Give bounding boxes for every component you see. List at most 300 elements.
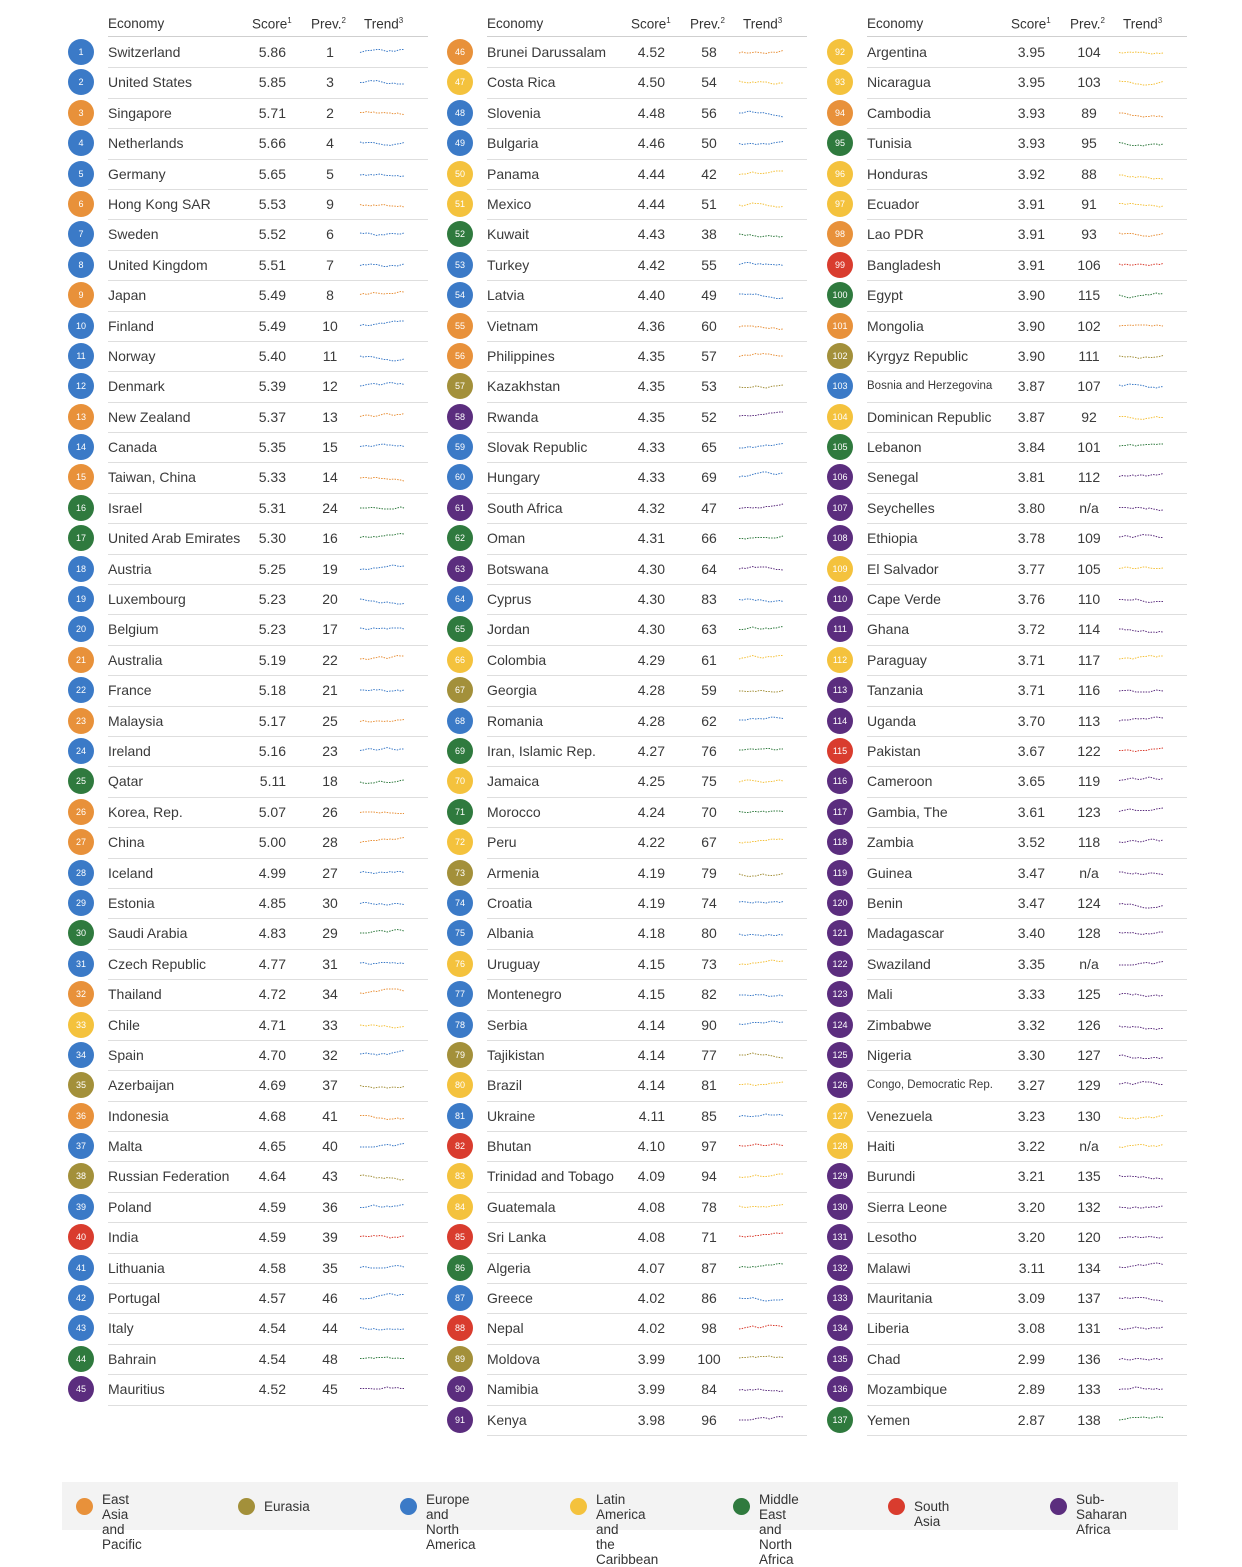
score-value: 5.31 xyxy=(258,499,286,516)
table-row xyxy=(447,554,807,584)
prev-rank-value: 91 xyxy=(1081,195,1097,212)
rank-badge: 47 xyxy=(447,69,473,95)
prev-rank-value: 123 xyxy=(1077,803,1101,820)
score-value: 3.99 xyxy=(637,1350,665,1367)
score-value: 4.07 xyxy=(637,1259,665,1276)
prev-rank-value: 66 xyxy=(701,530,717,547)
trend-sparkline xyxy=(358,378,406,394)
score-value: 5.65 xyxy=(258,165,286,182)
economy-name: Oman xyxy=(487,530,526,547)
score-value: 4.08 xyxy=(637,1229,665,1246)
prev-rank-value: 94 xyxy=(701,1168,717,1185)
economy-name: Slovenia xyxy=(487,104,541,121)
score-value: 3.99 xyxy=(637,1381,665,1398)
prev-rank-value: 53 xyxy=(701,378,717,395)
trend-sparkline xyxy=(1117,652,1165,668)
trend-sparkline xyxy=(737,500,785,516)
economy-name: Mauritius xyxy=(108,1381,165,1398)
rank-badge: 20 xyxy=(68,616,94,642)
table-row xyxy=(447,1374,807,1404)
table-row xyxy=(827,402,1187,432)
rank-badge: 86 xyxy=(447,1255,473,1281)
economy-name: Austria xyxy=(108,560,152,577)
prev-rank-value: 31 xyxy=(322,955,338,972)
table-row xyxy=(447,462,807,492)
table-row xyxy=(68,706,428,736)
prev-rank-value: 105 xyxy=(1077,560,1101,577)
prev-rank-value: 95 xyxy=(1081,135,1097,152)
prev-rank-value: 73 xyxy=(701,955,717,972)
table-row xyxy=(827,37,1187,67)
trend-sparkline xyxy=(737,1047,785,1063)
score-value: 4.57 xyxy=(258,1290,286,1307)
rank-badge: 18 xyxy=(68,556,94,582)
economy-name: Zambia xyxy=(867,834,914,851)
rank-badge: 125 xyxy=(827,1042,853,1068)
table-row xyxy=(827,159,1187,189)
score-value: 3.40 xyxy=(1017,925,1045,942)
economy-name: Bahrain xyxy=(108,1350,157,1367)
trend-sparkline xyxy=(737,804,785,820)
table-row xyxy=(827,827,1187,857)
trend-sparkline xyxy=(358,1138,406,1154)
header-prev: Prev.$^2$ xyxy=(311,16,346,32)
economy-name: Benin xyxy=(867,894,903,911)
trend-sparkline xyxy=(737,1260,785,1276)
economy-name: Israel xyxy=(108,499,143,516)
trend-sparkline xyxy=(1117,166,1165,182)
economy-name: Botswana xyxy=(487,560,549,577)
trend-sparkline xyxy=(358,74,406,90)
rank-badge: 1 xyxy=(68,39,94,65)
table-row xyxy=(68,675,428,705)
prev-rank-value: 62 xyxy=(701,712,717,729)
table-row xyxy=(68,67,428,97)
header-score: Score$^1$ xyxy=(252,16,292,32)
trend-sparkline xyxy=(358,105,406,121)
table-row xyxy=(447,311,807,341)
score-value: 4.68 xyxy=(258,1107,286,1124)
economy-name: Dominican Republic xyxy=(867,408,992,425)
score-value: 4.44 xyxy=(637,195,665,212)
score-value: 3.90 xyxy=(1017,287,1045,304)
table-row xyxy=(68,1222,428,1252)
rank-badge: 121 xyxy=(827,920,853,946)
table-row xyxy=(447,1070,807,1100)
rank-badge: 90 xyxy=(447,1376,473,1402)
table-row xyxy=(68,493,428,523)
trend-sparkline xyxy=(358,713,406,729)
prev-rank-value: n/a xyxy=(1079,1138,1099,1155)
prev-rank-value: 127 xyxy=(1077,1046,1101,1063)
trend-sparkline xyxy=(737,1290,785,1306)
rank-badge: 110 xyxy=(827,586,853,612)
score-value: 3.91 xyxy=(1017,226,1045,243)
table-row xyxy=(68,311,428,341)
prev-rank-value: 124 xyxy=(1077,894,1101,911)
prev-rank-value: 10 xyxy=(322,317,338,334)
header-economy: Economy xyxy=(867,16,924,31)
score-value: 3.91 xyxy=(1017,256,1045,273)
prev-rank-value: 42 xyxy=(701,165,717,182)
trend-sparkline xyxy=(737,105,785,121)
trend-sparkline xyxy=(1117,1229,1165,1245)
rank-badge: 22 xyxy=(68,677,94,703)
prev-rank-value: 30 xyxy=(322,894,338,911)
column-header xyxy=(867,12,1187,37)
prev-rank-value: n/a xyxy=(1079,864,1099,881)
score-value: 3.67 xyxy=(1017,742,1045,759)
rank-badge: 49 xyxy=(447,130,473,156)
trend-sparkline xyxy=(737,1017,785,1033)
table-row xyxy=(447,888,807,918)
score-value: 3.23 xyxy=(1017,1107,1045,1124)
legend-color-dot xyxy=(400,1498,417,1515)
prev-rank-value: 113 xyxy=(1077,712,1101,729)
table-row xyxy=(827,1374,1187,1404)
prev-rank-value: 138 xyxy=(1077,1411,1101,1428)
rank-badge: 44 xyxy=(68,1346,94,1372)
score-value: 4.99 xyxy=(258,864,286,881)
economy-name: El Salvador xyxy=(867,560,939,577)
economy-name: Russian Federation xyxy=(108,1168,230,1185)
prev-rank-value: 114 xyxy=(1077,621,1101,638)
score-value: 4.30 xyxy=(637,560,665,577)
prev-rank-value: 43 xyxy=(322,1168,338,1185)
rank-badge: 26 xyxy=(68,799,94,825)
table-row xyxy=(447,1283,807,1313)
trend-sparkline xyxy=(358,348,406,364)
economy-name: China xyxy=(108,834,145,851)
rank-badge: 38 xyxy=(68,1163,94,1189)
score-value: 3.27 xyxy=(1017,1077,1045,1094)
trend-sparkline xyxy=(358,1168,406,1184)
prev-rank-value: 107 xyxy=(1077,378,1101,395)
rank-badge: 122 xyxy=(827,951,853,977)
rank-badge: 137 xyxy=(827,1407,853,1433)
score-value: 3.32 xyxy=(1017,1016,1045,1033)
table-row xyxy=(447,371,807,401)
trend-sparkline xyxy=(358,804,406,820)
economy-name: United Kingdom xyxy=(108,256,208,273)
trend-sparkline xyxy=(358,1108,406,1124)
column-header xyxy=(487,12,807,37)
table-row xyxy=(827,675,1187,705)
rank-badge: 126 xyxy=(827,1072,853,1098)
economy-name: Mexico xyxy=(487,195,532,212)
table-row xyxy=(68,888,428,918)
rank-badge: 105 xyxy=(827,434,853,460)
economy-name: Latvia xyxy=(487,287,525,304)
score-value: 3.47 xyxy=(1017,894,1045,911)
trend-sparkline xyxy=(737,196,785,212)
score-value: 4.19 xyxy=(637,864,665,881)
rank-badge: 23 xyxy=(68,708,94,734)
table-row xyxy=(827,493,1187,523)
prev-rank-value: 78 xyxy=(701,1198,717,1215)
trend-sparkline xyxy=(358,439,406,455)
prev-rank-value: 84 xyxy=(701,1381,717,1398)
economy-name: Vietnam xyxy=(487,317,539,334)
economy-name: Brazil xyxy=(487,1077,523,1094)
economy-name: Ecuador xyxy=(867,195,920,212)
rank-badge: 13 xyxy=(68,404,94,430)
table-row xyxy=(68,219,428,249)
prev-rank-value: 7 xyxy=(326,256,334,273)
economy-name: Cameroon xyxy=(867,773,933,790)
economy-name: Cape Verde xyxy=(867,591,941,608)
rank-badge: 53 xyxy=(447,252,473,278)
prev-rank-value: 80 xyxy=(701,925,717,942)
rank-badge: 80 xyxy=(447,1072,473,1098)
prev-rank-value: 69 xyxy=(701,469,717,486)
trend-sparkline xyxy=(358,1047,406,1063)
trend-sparkline xyxy=(1117,44,1165,60)
table-row xyxy=(827,98,1187,128)
rank-badge: 63 xyxy=(447,556,473,582)
trend-sparkline xyxy=(1117,287,1165,303)
prev-rank-value: 86 xyxy=(701,1290,717,1307)
table-row xyxy=(827,1010,1187,1040)
prev-rank-value: 92 xyxy=(1081,408,1097,425)
rank-badge: 78 xyxy=(447,1012,473,1038)
table-row xyxy=(827,341,1187,371)
score-value: 5.85 xyxy=(258,74,286,91)
economy-name: Australia xyxy=(108,651,163,668)
table-row xyxy=(447,128,807,158)
prev-rank-value: 4 xyxy=(326,135,334,152)
trend-sparkline xyxy=(1117,1138,1165,1154)
table-row xyxy=(827,554,1187,584)
table-row xyxy=(827,1222,1187,1252)
rank-badge: 33 xyxy=(68,1012,94,1038)
rank-badge: 61 xyxy=(447,495,473,521)
prev-rank-value: 64 xyxy=(701,560,717,577)
rank-badge: 127 xyxy=(827,1103,853,1129)
table-row xyxy=(68,1253,428,1283)
prev-rank-value: 12 xyxy=(322,378,338,395)
economy-name: Algeria xyxy=(487,1259,531,1276)
economy-name: Philippines xyxy=(487,347,555,364)
score-value: 3.90 xyxy=(1017,317,1045,334)
score-value: 4.28 xyxy=(637,712,665,729)
economy-name: Pakistan xyxy=(867,742,921,759)
trend-sparkline xyxy=(737,1381,785,1397)
trend-sparkline xyxy=(737,74,785,90)
score-value: 3.11 xyxy=(1018,1259,1045,1276)
rank-badge: 45 xyxy=(68,1376,94,1402)
economy-name: Kyrgyz Republic xyxy=(867,347,969,364)
trend-sparkline xyxy=(1117,1351,1165,1367)
score-value: 4.54 xyxy=(258,1350,286,1367)
table-row xyxy=(827,1131,1187,1161)
score-value: 5.49 xyxy=(258,317,286,334)
economy-name: Taiwan, China xyxy=(108,469,196,486)
table-row xyxy=(447,797,807,827)
rank-badge: 118 xyxy=(827,829,853,855)
rank-badge: 77 xyxy=(447,981,473,1007)
economy-name: Hong Kong SAR xyxy=(108,195,211,212)
economy-name: Malawi xyxy=(867,1259,911,1276)
table-row xyxy=(447,432,807,462)
economy-name: Sweden xyxy=(108,226,159,243)
score-value: 3.71 xyxy=(1017,682,1045,699)
table-row xyxy=(827,1101,1187,1131)
economy-name: Bhutan xyxy=(487,1138,532,1155)
table-row xyxy=(827,1192,1187,1222)
rank-badge: 106 xyxy=(827,464,853,490)
score-value: 3.77 xyxy=(1017,560,1045,577)
rank-badge: 71 xyxy=(447,799,473,825)
economy-name: Greece xyxy=(487,1290,533,1307)
trend-sparkline xyxy=(737,226,785,242)
rank-badge: 28 xyxy=(68,860,94,886)
score-value: 3.78 xyxy=(1017,530,1045,547)
prev-rank-value: 35 xyxy=(322,1259,338,1276)
prev-rank-value: 135 xyxy=(1077,1168,1101,1185)
economy-name: Sierra Leone xyxy=(867,1198,948,1215)
table-row xyxy=(447,98,807,128)
rank-badge: 96 xyxy=(827,161,853,187)
table-row xyxy=(827,858,1187,888)
table-row xyxy=(68,979,428,1009)
prev-rank-value: 32 xyxy=(322,1046,338,1063)
table-row xyxy=(447,493,807,523)
table-row xyxy=(827,1070,1187,1100)
rank-badge: 70 xyxy=(447,768,473,794)
trend-sparkline xyxy=(1117,469,1165,485)
table-row xyxy=(68,37,428,67)
trend-sparkline xyxy=(358,561,406,577)
score-value: 3.08 xyxy=(1017,1320,1045,1337)
economy-name: Trinidad and Tobago xyxy=(487,1168,614,1185)
economy-name: Madagascar xyxy=(867,925,945,942)
prev-rank-value: 88 xyxy=(1081,165,1097,182)
prev-rank-value: 33 xyxy=(322,1016,338,1033)
trend-sparkline xyxy=(1117,804,1165,820)
rank-badge: 46 xyxy=(447,39,473,65)
economy-name: Ethiopia xyxy=(867,530,918,547)
legend-label: Middle East and North Africa xyxy=(759,1492,799,1567)
score-value: 5.33 xyxy=(258,469,286,486)
prev-rank-value: 102 xyxy=(1077,317,1101,334)
table-row xyxy=(68,159,428,189)
rank-badge: 29 xyxy=(68,890,94,916)
prev-rank-value: 37 xyxy=(322,1077,338,1094)
trend-sparkline xyxy=(358,621,406,637)
trend-sparkline xyxy=(358,1229,406,1245)
table-row xyxy=(447,1161,807,1191)
trend-sparkline xyxy=(1117,834,1165,850)
table-row xyxy=(827,949,1187,979)
rank-badge: 101 xyxy=(827,313,853,339)
score-value: 4.52 xyxy=(637,44,665,60)
prev-rank-value: 104 xyxy=(1077,44,1101,60)
score-value: 3.30 xyxy=(1017,1046,1045,1063)
trend-sparkline xyxy=(737,1168,785,1184)
score-value: 4.77 xyxy=(258,955,286,972)
score-value: 4.43 xyxy=(637,226,665,243)
trend-sparkline xyxy=(737,409,785,425)
score-value: 5.39 xyxy=(258,378,286,395)
prev-rank-value: 6 xyxy=(326,226,334,243)
score-value: 3.21 xyxy=(1017,1168,1045,1185)
rank-badge: 5 xyxy=(68,161,94,187)
rank-badge: 57 xyxy=(447,373,473,399)
score-value: 3.95 xyxy=(1017,44,1045,60)
score-value: 3.93 xyxy=(1017,104,1045,121)
economy-name: Gambia, The xyxy=(867,803,948,820)
trend-sparkline xyxy=(737,318,785,334)
table-row xyxy=(827,523,1187,553)
table-row xyxy=(827,918,1187,948)
score-value: 5.18 xyxy=(258,682,286,699)
score-value: 5.16 xyxy=(258,742,286,759)
rank-badge: 4 xyxy=(68,130,94,156)
economy-name: Lithuania xyxy=(108,1259,165,1276)
trend-sparkline xyxy=(1117,956,1165,972)
trend-sparkline xyxy=(358,743,406,759)
rank-badge: 124 xyxy=(827,1012,853,1038)
prev-rank-value: 77 xyxy=(701,1046,717,1063)
score-value: 4.59 xyxy=(258,1229,286,1246)
rank-badge: 128 xyxy=(827,1133,853,1159)
trend-sparkline xyxy=(358,1077,406,1093)
table-row xyxy=(827,1040,1187,1070)
rank-badge: 134 xyxy=(827,1315,853,1341)
legend-color-dot xyxy=(76,1498,93,1515)
table-row xyxy=(68,1101,428,1131)
rank-badge: 25 xyxy=(68,768,94,794)
table-row xyxy=(827,766,1187,796)
score-value: 3.76 xyxy=(1017,591,1045,608)
prev-rank-value: 71 xyxy=(701,1229,717,1246)
rank-badge: 103 xyxy=(827,373,853,399)
prev-rank-value: 48 xyxy=(322,1350,338,1367)
table-row xyxy=(447,280,807,310)
trend-sparkline xyxy=(358,956,406,972)
trend-sparkline xyxy=(1117,105,1165,121)
table-row xyxy=(68,1131,428,1161)
rank-badge: 109 xyxy=(827,556,853,582)
economy-name: Nicaragua xyxy=(867,74,931,91)
table-row xyxy=(68,98,428,128)
prev-rank-value: n/a xyxy=(1079,955,1099,972)
economy-name: Tunisia xyxy=(867,135,912,152)
rank-badge: 102 xyxy=(827,343,853,369)
rank-badge: 7 xyxy=(68,221,94,247)
rank-badge: 62 xyxy=(447,525,473,551)
trend-sparkline xyxy=(358,834,406,850)
economy-name: Indonesia xyxy=(108,1107,169,1124)
trend-sparkline xyxy=(737,956,785,972)
economy-name: Czech Republic xyxy=(108,955,207,972)
economy-name: Sri Lanka xyxy=(487,1229,547,1246)
score-value: 4.14 xyxy=(637,1077,665,1094)
trend-sparkline xyxy=(737,1229,785,1245)
score-value: 4.83 xyxy=(258,925,286,942)
table-row xyxy=(68,766,428,796)
rank-badge: 67 xyxy=(447,677,473,703)
rank-badge: 116 xyxy=(827,768,853,794)
table-row xyxy=(447,159,807,189)
trend-sparkline xyxy=(737,834,785,850)
trend-sparkline xyxy=(1117,561,1165,577)
economy-name: India xyxy=(108,1229,139,1246)
economy-name: Uganda xyxy=(867,712,917,729)
table-row xyxy=(68,462,428,492)
table-row xyxy=(827,584,1187,614)
